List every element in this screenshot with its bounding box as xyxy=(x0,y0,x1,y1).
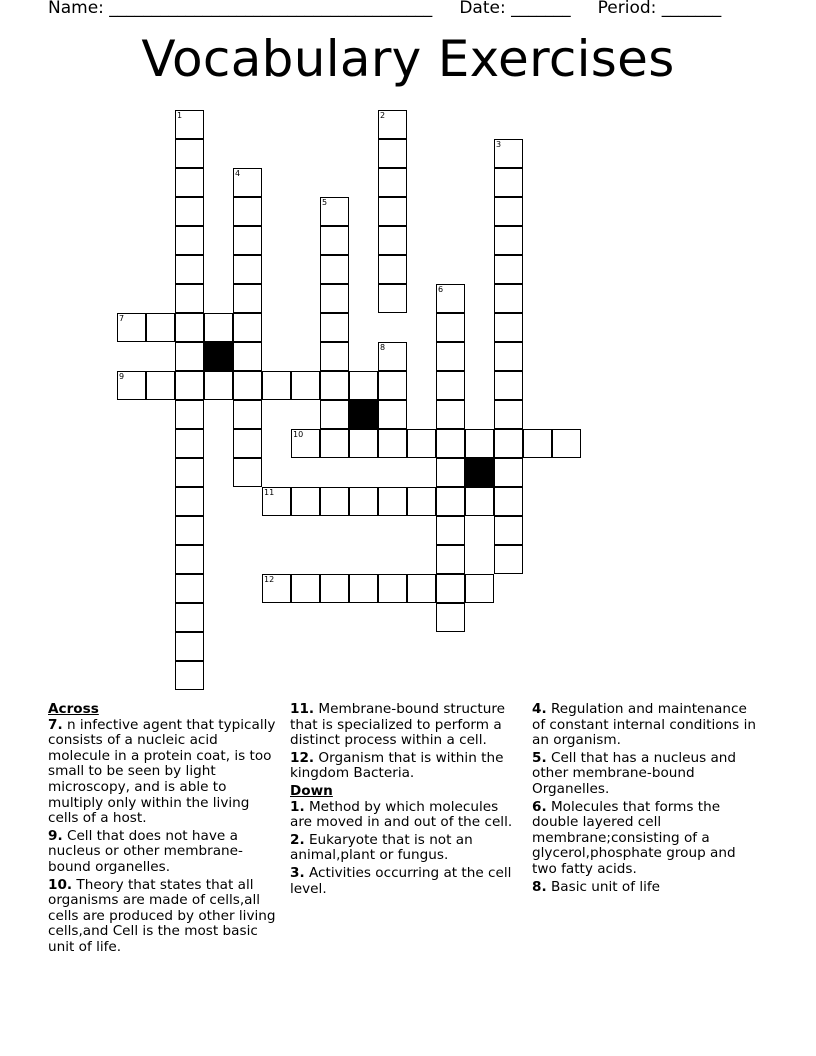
grid-cell[interactable] xyxy=(494,168,523,197)
name-field[interactable]: ______________________________________ xyxy=(109,0,433,18)
grid-cell[interactable] xyxy=(175,226,204,255)
clue-number: 9. xyxy=(48,827,63,844)
grid-cell[interactable] xyxy=(146,371,175,400)
grid-cell[interactable] xyxy=(378,168,407,197)
grid-cell[interactable] xyxy=(378,574,407,603)
grid-cell[interactable] xyxy=(291,574,320,603)
grid-cell[interactable] xyxy=(320,429,349,458)
grid-cell[interactable] xyxy=(436,603,465,632)
period-field[interactable]: _______ xyxy=(661,0,722,18)
grid-cell[interactable] xyxy=(349,487,378,516)
grid-cell[interactable] xyxy=(175,545,204,574)
date-label: Date: xyxy=(459,0,506,18)
across-heading: Across xyxy=(48,701,99,717)
grid-cell[interactable] xyxy=(494,487,523,516)
grid-cell[interactable] xyxy=(320,574,349,603)
grid-cell[interactable] xyxy=(465,487,494,516)
grid-cell[interactable] xyxy=(291,429,320,458)
grid-cell[interactable] xyxy=(175,487,204,516)
grid-cell[interactable] xyxy=(436,458,465,487)
grid-cell[interactable] xyxy=(262,574,291,603)
clue-number: 4. xyxy=(532,701,547,717)
clue-number-label: 4 xyxy=(235,169,241,178)
clue-number: 11. xyxy=(290,701,315,717)
grid-cell[interactable] xyxy=(407,574,436,603)
grid-cell[interactable] xyxy=(233,284,262,313)
grid-cell[interactable] xyxy=(378,226,407,255)
grid-cell[interactable] xyxy=(465,574,494,603)
grid-cell[interactable] xyxy=(204,371,233,400)
grid-cell[interactable] xyxy=(233,255,262,284)
grid-cell[interactable] xyxy=(378,284,407,313)
grid-cell[interactable] xyxy=(349,574,378,603)
clue-across-10 xyxy=(48,878,280,956)
clue-across-11 xyxy=(290,702,522,749)
grid-cell[interactable] xyxy=(494,545,523,574)
grid-cell[interactable] xyxy=(436,284,465,313)
grid-cell[interactable] xyxy=(175,574,204,603)
clue-number: 8. xyxy=(532,878,547,895)
grid-cell[interactable] xyxy=(436,516,465,545)
clue-down-8 xyxy=(532,880,764,896)
clue-number: 3. xyxy=(290,864,305,881)
grid-cell[interactable] xyxy=(494,371,523,400)
clue-down-2 xyxy=(290,833,522,864)
clue-column-1 xyxy=(48,702,280,958)
clue-column-2 xyxy=(290,702,522,899)
grid-cell[interactable] xyxy=(320,313,349,342)
clue-text: Eukaryote that is not an animal,plant or fungus. xyxy=(290,831,473,864)
clue-across-12 xyxy=(290,751,522,782)
clue-number-label: 10 xyxy=(293,430,304,439)
clue-text: n infective agent that typically consists of a nucleic acid molecule in a protein coat, is too small to be seen by light microscopy, and is able to multiply only within the living cells of a host. xyxy=(48,716,276,827)
grid-cell[interactable] xyxy=(407,429,436,458)
grid-cell[interactable] xyxy=(436,574,465,603)
grid-cell[interactable] xyxy=(378,197,407,226)
grid-cell[interactable] xyxy=(175,516,204,545)
grid-cell[interactable] xyxy=(320,400,349,429)
clue-number-label: 1 xyxy=(177,111,183,120)
clue-number-label: 12 xyxy=(264,575,275,584)
grid-cell[interactable] xyxy=(494,342,523,371)
clue-number-label: 6 xyxy=(438,285,444,294)
grid-cell[interactable] xyxy=(436,400,465,429)
grid-cell[interactable] xyxy=(494,226,523,255)
clue-down-1 xyxy=(290,800,522,831)
grid-cell[interactable] xyxy=(494,458,523,487)
grid-cell[interactable] xyxy=(349,371,378,400)
grid-cell[interactable] xyxy=(320,487,349,516)
grid-cell[interactable] xyxy=(320,371,349,400)
grid-cell[interactable] xyxy=(117,371,146,400)
clue-number-label: 2 xyxy=(380,111,386,120)
grid-cell[interactable] xyxy=(494,139,523,168)
grid-cell[interactable] xyxy=(175,110,204,139)
grid-cell[interactable] xyxy=(233,429,262,458)
grid-cell[interactable] xyxy=(262,371,291,400)
grid-cell[interactable] xyxy=(378,429,407,458)
clue-text: Cell that has a nucleus and other membrane-bound Organelles. xyxy=(532,749,737,797)
black-square xyxy=(204,342,233,371)
grid-cell[interactable] xyxy=(523,429,552,458)
grid-cell[interactable] xyxy=(320,342,349,371)
grid-cell[interactable] xyxy=(378,139,407,168)
grid-cell[interactable] xyxy=(175,458,204,487)
clue-text: Activities occurring at the cell level. xyxy=(290,864,512,897)
grid-cell[interactable] xyxy=(175,255,204,284)
grid-cell[interactable] xyxy=(436,342,465,371)
clue-number: 7. xyxy=(48,716,63,733)
grid-cell[interactable] xyxy=(233,313,262,342)
grid-cell[interactable] xyxy=(233,168,262,197)
grid-cell[interactable] xyxy=(175,661,204,690)
grid-cell[interactable] xyxy=(233,197,262,226)
grid-cell[interactable] xyxy=(146,313,175,342)
grid-cell[interactable] xyxy=(378,487,407,516)
grid-cell[interactable] xyxy=(320,284,349,313)
clue-across-7 xyxy=(48,718,280,827)
down-heading: Down xyxy=(290,782,333,799)
grid-cell[interactable] xyxy=(436,313,465,342)
clue-number-label: 8 xyxy=(380,343,386,352)
clue-number-label: 5 xyxy=(322,198,328,207)
clue-text: Basic unit of life xyxy=(550,878,661,895)
grid-cell[interactable] xyxy=(175,632,204,661)
date-field[interactable]: _______ xyxy=(511,0,571,18)
grid-cell[interactable] xyxy=(233,458,262,487)
grid-cell[interactable] xyxy=(204,313,233,342)
grid-cell[interactable] xyxy=(175,400,204,429)
clue-down-5 xyxy=(532,751,764,798)
grid-cell[interactable] xyxy=(175,429,204,458)
grid-cell[interactable] xyxy=(233,371,262,400)
grid-cell[interactable] xyxy=(262,487,291,516)
grid-cell[interactable] xyxy=(175,168,204,197)
clue-number-label: 7 xyxy=(119,314,125,323)
grid-cell[interactable] xyxy=(233,400,262,429)
clue-down-6 xyxy=(532,800,764,878)
grid-cell[interactable] xyxy=(175,342,204,371)
grid-cell[interactable] xyxy=(175,313,204,342)
grid-cell[interactable] xyxy=(552,429,581,458)
clue-number: 2. xyxy=(290,831,305,848)
grid-cell[interactable] xyxy=(378,371,407,400)
grid-cell[interactable] xyxy=(407,487,436,516)
clue-down-3 xyxy=(290,866,522,897)
grid-cell[interactable] xyxy=(494,429,523,458)
grid-cell[interactable] xyxy=(291,487,320,516)
grid-cell[interactable] xyxy=(494,313,523,342)
clue-number: 12. xyxy=(290,749,315,766)
page-title: Vocabulary Exercises xyxy=(141,30,675,88)
grid-cell[interactable] xyxy=(175,197,204,226)
clue-text: Membrane-bound structure that is specialized to perform a distinct process within a cell. xyxy=(290,701,506,749)
grid-cell[interactable] xyxy=(175,284,204,313)
clue-across-9 xyxy=(48,829,280,876)
clue-number-label: 9 xyxy=(119,372,125,381)
grid-cell[interactable] xyxy=(436,429,465,458)
grid-cell[interactable] xyxy=(436,487,465,516)
grid-cell[interactable] xyxy=(320,255,349,284)
clue-text: Method by which molecules are moved in and out of the cell. xyxy=(290,798,513,831)
grid-cell[interactable] xyxy=(494,400,523,429)
clue-number: 5. xyxy=(532,749,547,766)
grid-cell[interactable] xyxy=(175,139,204,168)
clue-number: 1. xyxy=(290,798,305,815)
grid-cell[interactable] xyxy=(378,255,407,284)
grid-cell[interactable] xyxy=(233,342,262,371)
grid-cell[interactable] xyxy=(436,371,465,400)
grid-cell[interactable] xyxy=(378,110,407,139)
clue-text: Organism that is within the kingdom Bacteria. xyxy=(290,749,504,782)
clue-number-label: 3 xyxy=(496,140,502,149)
grid-cell[interactable] xyxy=(378,400,407,429)
grid-cell[interactable] xyxy=(117,313,146,342)
grid-cell[interactable] xyxy=(349,429,378,458)
grid-cell[interactable] xyxy=(494,255,523,284)
name-label: Name: xyxy=(48,0,104,18)
clue-number: 10. xyxy=(48,876,73,893)
clue-text: Molecules that forms the double layered cell membrane;consisting of a glycerol,phosphate group and two fatty acids. xyxy=(532,798,736,877)
grid-cell[interactable] xyxy=(494,197,523,226)
grid-cell[interactable] xyxy=(175,371,204,400)
clue-text: Regulation and maintenance of constant internal conditions in an organism. xyxy=(532,701,756,749)
grid-cell[interactable] xyxy=(436,545,465,574)
clue-text: Cell that does not have a nucleus or other membrane-bound organelles. xyxy=(48,827,243,875)
black-square xyxy=(465,458,494,487)
period-label: Period: xyxy=(597,0,657,18)
black-square xyxy=(349,400,378,429)
grid-cell[interactable] xyxy=(291,371,320,400)
clue-down-4 xyxy=(532,702,764,749)
grid-cell[interactable] xyxy=(320,197,349,226)
clue-text: Theory that states that all organisms are made of cells,all cells are produced by other living cells,and Cell is the most basic unit of life. xyxy=(48,876,276,955)
grid-cell[interactable] xyxy=(175,603,204,632)
grid-cell[interactable] xyxy=(465,429,494,458)
clue-column-3 xyxy=(532,702,764,897)
grid-cell[interactable] xyxy=(378,342,407,371)
clue-number: 6. xyxy=(532,798,547,815)
clue-number-label: 11 xyxy=(264,488,275,497)
grid-cell[interactable] xyxy=(494,284,523,313)
grid-cell[interactable] xyxy=(494,516,523,545)
grid-cell[interactable] xyxy=(233,226,262,255)
grid-cell[interactable] xyxy=(320,226,349,255)
